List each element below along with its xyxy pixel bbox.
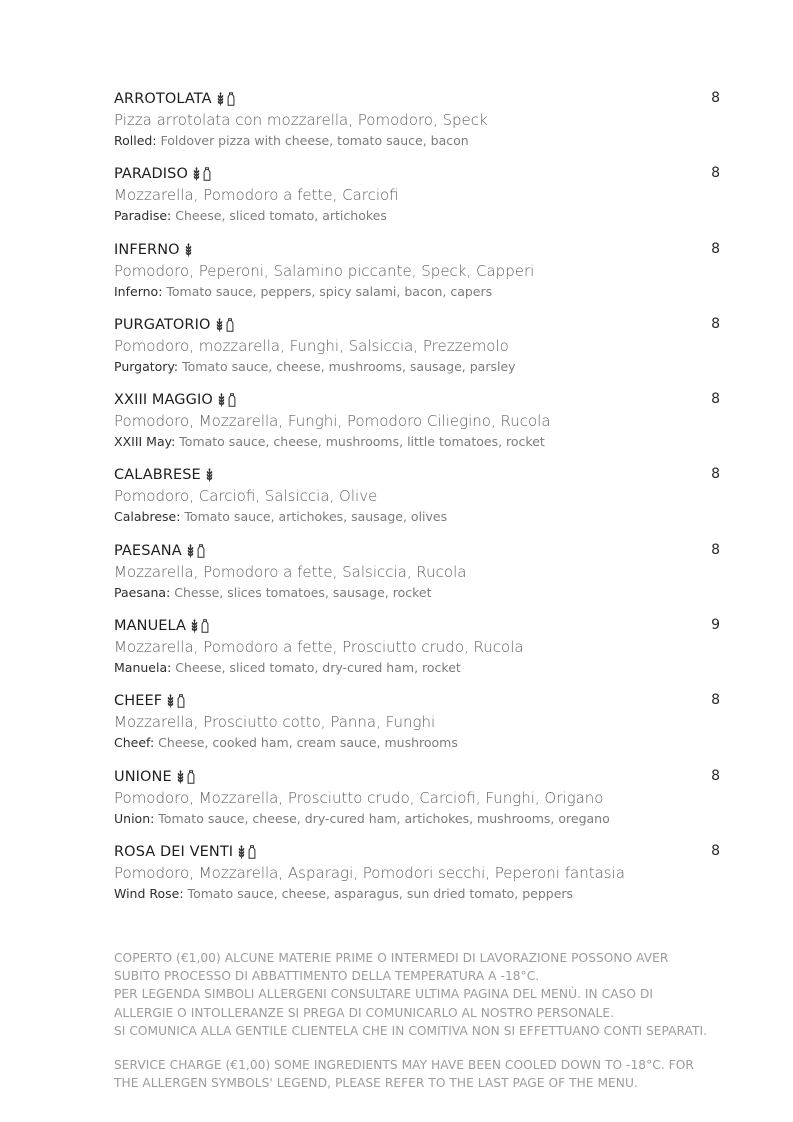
item-price: 8 (711, 240, 720, 257)
wheat-icon (187, 544, 194, 558)
item-name-line (114, 841, 720, 863)
item-name: CALABRESE (114, 467, 201, 484)
item-english-ingredients: Cheese, cooked ham, cream sauce, mushrooms (154, 735, 458, 751)
menu-item-unione (114, 766, 720, 841)
item-english-name: Purgatory: (114, 358, 179, 374)
item-english-name: Paesana: (114, 584, 171, 600)
item-description-it: Mozzarella, Pomodoro a fette, Salsiccia, Rucola (114, 562, 467, 581)
wheat-icon (177, 770, 184, 784)
item-description-it: Pizza arrotolata con mozzarella, Pomodoro, Speck (114, 111, 488, 129)
wheat-icon (218, 393, 225, 407)
item-name: PARADISO (114, 166, 189, 183)
item-description-en (114, 508, 720, 526)
item-name: MANUELA (114, 618, 187, 635)
allergen-icons (167, 694, 185, 708)
menu-item-paradiso (114, 163, 720, 238)
item-name-line (114, 615, 720, 637)
item-name-line (114, 766, 720, 788)
item-description-it: Pomodoro, mozzarella, Funghi, Salsiccia, Prezzemolo (114, 336, 509, 355)
milk-icon (203, 167, 211, 181)
wheat-icon (167, 694, 174, 708)
allergen-icons (187, 544, 205, 558)
item-name: PAESANA (114, 542, 182, 559)
item-description-en (114, 207, 720, 225)
item-price: 8 (711, 767, 720, 784)
item-description-it: Mozzarella, Pomodoro a fette, Carciofi (114, 186, 399, 205)
note-allergens: PER LEGENDA SIMBOLI ALLERGENI CONSULTARE ULTIMA PAGINA DEL MENÙ. IN CASO DI ALLERGIE O INTOLLERANZE SI PREGA DI COMUNICARLO AL NOSTRO PERSONALE. (114, 987, 654, 1020)
item-description-en (114, 659, 720, 677)
item-english-name: Manuela: (114, 660, 172, 676)
item-name: ROSA DEI VENTI (114, 843, 234, 860)
milk-icon (227, 92, 235, 106)
footer-notes (114, 949, 714, 1092)
item-english-name: Calabrese: (114, 509, 181, 525)
allergen-icons (185, 243, 192, 257)
milk-icon (248, 845, 256, 859)
item-english-name: Paradise: (114, 208, 172, 224)
item-description-en (114, 810, 720, 828)
item-english-name: Union: (114, 810, 155, 826)
menu-item-arrotolata (114, 88, 720, 163)
item-english-ingredients: Tomato sauce, cheese, mushrooms, little tomatoes, rocket (175, 434, 545, 450)
milk-icon (187, 770, 195, 784)
item-name-line (114, 389, 720, 411)
item-price: 8 (711, 165, 720, 182)
item-name: XXIII MAGGIO (114, 392, 213, 409)
item-price: 8 (711, 692, 720, 709)
menu-item-rosa-dei-venti (114, 841, 720, 916)
item-name: CHEEF (114, 693, 163, 710)
item-english-name: Rolled: (114, 133, 157, 148)
item-name-line (114, 690, 720, 712)
allergen-icons (191, 619, 209, 633)
milk-icon (197, 544, 205, 558)
wheat-icon (217, 92, 224, 106)
item-name-line (114, 163, 720, 185)
item-english-ingredients: Tomato sauce, peppers, spicy salami, bacon, capers (162, 283, 493, 299)
item-description-it: Pomodoro, Mozzarella, Asparagi, Pomodori secchi, Peperoni fantasia (114, 863, 625, 882)
item-name-line (114, 314, 720, 336)
item-price: 8 (711, 541, 720, 558)
item-english-ingredients: Foldover pizza with cheese, tomato sauce, bacon (156, 133, 469, 148)
item-price: 8 (711, 315, 720, 332)
milk-icon (177, 694, 185, 708)
item-description-it: Pomodoro, Mozzarella, Prosciutto crudo, Carciofi, Funghi, Origano (114, 788, 604, 807)
allergen-icons (216, 318, 234, 332)
item-price: 9 (711, 617, 720, 634)
item-description-it: Mozzarella, Prosciutto cotto, Panna, Funghi (114, 713, 436, 732)
item-english-name: Inferno: (114, 283, 163, 299)
menu-item-inferno (114, 239, 720, 314)
item-description-it: Pomodoro, Carciofi, Salsiccia, Olive (114, 487, 378, 506)
item-price: 8 (711, 842, 720, 859)
item-name: UNIONE (114, 768, 172, 785)
item-description-en (114, 358, 720, 376)
menu-item-purgatorio (114, 314, 720, 389)
allergen-icons (206, 468, 213, 482)
item-english-name: XXIII May: (114, 434, 176, 450)
item-description-en (114, 885, 720, 903)
item-english-name: Cheef: (114, 735, 155, 751)
item-name: INFERNO (114, 241, 180, 258)
item-description-en (114, 132, 720, 150)
item-description-en (114, 283, 720, 301)
item-name-line (114, 88, 720, 110)
item-english-ingredients: Chesse, slices tomatoes, sausage, rocket (170, 584, 432, 600)
menu-item-cheef (114, 690, 720, 765)
item-english-name: Wind Rose: (114, 885, 184, 901)
allergen-icons (238, 845, 256, 859)
item-english-ingredients: Cheese, sliced tomato, dry-cured ham, rocket (171, 660, 461, 676)
item-name-line (114, 239, 720, 261)
item-description-it: Pomodoro, Peperoni, Salamino piccante, Speck, Capperi (114, 261, 535, 280)
allergen-icons (217, 92, 235, 106)
wheat-icon (238, 845, 245, 859)
menu-item-manuela (114, 615, 720, 690)
item-english-ingredients: Tomato sauce, cheese, dry-cured ham, artichokes, mushrooms, oregano (154, 810, 610, 826)
item-name: ARROTOLATA (114, 91, 212, 107)
item-description-it: Mozzarella, Pomodoro a fette, Prosciutto crudo, Rucola (114, 638, 524, 657)
note-service-charge-en: SERVICE CHARGE (€1,00) SOME INGREDIENTS MAY HAVE BEEN COOLED DOWN TO -18°C. FOR THE ALLERGEN SYMBOLS' LEGEND, PLEASE REFER TO THE LAST PAGE OF THE MENU. (114, 1058, 694, 1091)
wheat-icon (185, 243, 192, 257)
wheat-icon (206, 468, 213, 482)
menu-item-paesana (114, 540, 720, 615)
milk-icon (228, 393, 236, 407)
item-description-en (114, 433, 720, 451)
note-cover-charge: COPERTO (€1,00) ALCUNE MATERIE PRIME O INTERMEDI DI LAVORAZIONE POSSONO AVER SUBITO PROCESSO DI ABBATTIMENTO DELLA TEMPERATURA A -18°C. (114, 951, 669, 984)
item-description-en (114, 584, 720, 602)
item-price: 8 (711, 391, 720, 408)
menu-item-xxiii-maggio (114, 389, 720, 464)
item-english-ingredients: Tomato sauce, cheese, asparagus, sun dried tomato, peppers (183, 885, 574, 901)
item-price: 8 (711, 90, 720, 106)
wheat-icon (191, 619, 198, 633)
allergen-icons (218, 393, 236, 407)
note-separate-bills: SI COMUNICA ALLA GENTILE CLIENTELA CHE IN COMITIVA NON SI EFFETTUANO CONTI SEPARATI. (114, 1023, 708, 1038)
item-english-ingredients: Tomato sauce, cheese, mushrooms, sausage, parsley (178, 358, 516, 374)
milk-icon (201, 619, 209, 633)
menu-item-calabrese (114, 464, 720, 539)
item-name: PURGATORIO (114, 316, 211, 333)
allergen-icons (193, 167, 211, 181)
milk-icon (226, 318, 234, 332)
item-english-ingredients: Tomato sauce, artichokes, sausage, olives (180, 509, 448, 525)
item-description-it: Pomodoro, Mozzarella, Funghi, Pomodoro Ciliegino, Rucola (114, 412, 551, 431)
allergen-icons (177, 770, 195, 784)
wheat-icon (193, 167, 200, 181)
item-description-en (114, 734, 720, 752)
item-name-line (114, 464, 720, 486)
item-price: 8 (711, 466, 720, 483)
pizza-menu (114, 88, 720, 916)
item-english-ingredients: Cheese, sliced tomato, artichokes (171, 208, 387, 224)
wheat-icon (216, 318, 223, 332)
item-name-line (114, 540, 720, 562)
